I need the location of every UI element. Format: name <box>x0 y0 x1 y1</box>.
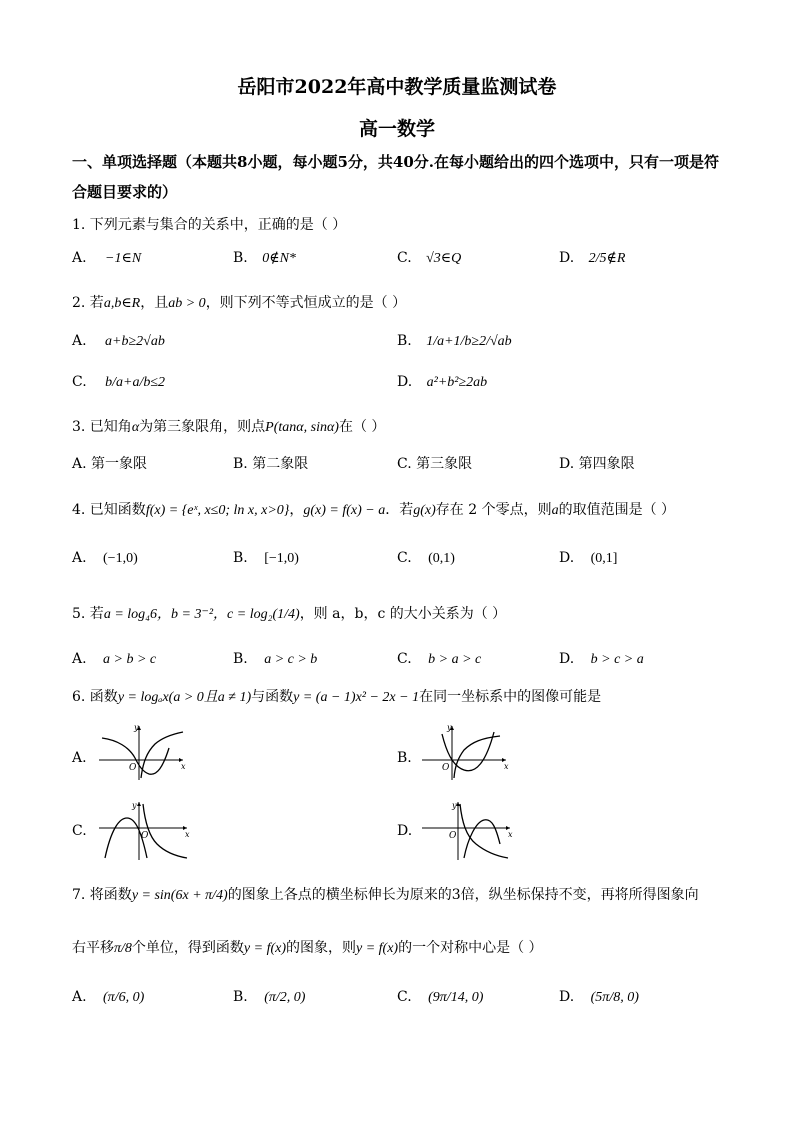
y-axis-label: y <box>134 723 139 732</box>
q4-option-a[interactable] <box>72 550 138 567</box>
option-label: A. <box>72 456 87 472</box>
stem-math: f(x) = {eˣ, x≤0; ln x, x>0} <box>145 503 290 518</box>
q1-option-c[interactable] <box>397 250 461 267</box>
q6-option-d[interactable]: D. <box>397 823 413 839</box>
q7-option-d-math: (5π/8, 0) <box>590 990 639 1005</box>
x-axis-label: x <box>508 830 513 839</box>
option-label: C. <box>397 456 412 472</box>
question-7-stem-line-2 <box>72 937 543 957</box>
stem-text: ，且 <box>140 295 169 311</box>
stem-text: 个单位，得到函数 <box>131 940 244 956</box>
q2-option-c-math: b/a+a/b≤2 <box>105 375 166 390</box>
q5-option-a[interactable] <box>72 651 156 668</box>
stem-text: 的图象，则 <box>286 940 356 956</box>
stem-text: 3. 已知角 <box>72 419 132 435</box>
q7-option-a[interactable] <box>72 989 144 1006</box>
stem-math: y = sin(6x + π/4) <box>131 888 228 903</box>
option-label: B. <box>233 250 248 266</box>
stem-text: 5. 若 <box>72 606 104 622</box>
stem-math: P(tanα, sinα) <box>265 420 339 435</box>
stem-text: 与函数 <box>251 689 294 705</box>
x-axis-label: x <box>185 830 190 839</box>
q4-option-b[interactable] <box>233 550 299 567</box>
stem-math: y = f(x) <box>356 941 399 956</box>
q4-option-b-math: [−1,0) <box>264 551 299 566</box>
graph-d <box>420 800 515 862</box>
x-axis-label: x <box>181 762 186 771</box>
q2-option-c[interactable] <box>72 374 165 391</box>
stem-math: α <box>131 420 140 435</box>
q5-option-a-math: a > b > c <box>103 652 157 667</box>
option-label: A. <box>72 989 87 1005</box>
option-label: A. <box>72 250 87 266</box>
x-axis-label: x <box>504 762 509 771</box>
question-6-stem <box>72 686 601 706</box>
question-2-stem <box>72 292 406 312</box>
stem-text: ．若 <box>385 502 414 518</box>
q2-option-d-math: a²+b²≥2ab <box>426 375 488 390</box>
stem-text: 4. 已知函数 <box>72 502 146 518</box>
q5-option-d-math: b > c > a <box>590 652 644 667</box>
option-label: C. <box>397 550 412 566</box>
q4-option-d[interactable] <box>559 550 617 567</box>
option-label: B. <box>233 989 248 1005</box>
q7-option-c-math: (9π/14, 0) <box>428 990 484 1005</box>
stem-math: y = (a − 1)x² − 2x − 1 <box>293 690 420 705</box>
q5-option-d[interactable] <box>559 651 644 668</box>
stem-text: 在同一坐标系中的图像可能是 <box>419 689 602 705</box>
q1-option-b[interactable] <box>233 250 296 267</box>
option-label: B. <box>397 333 412 349</box>
q2-option-a[interactable] <box>72 333 165 350</box>
stem-text: 存在 2 个零点，则 <box>435 502 552 518</box>
origin-label: O <box>129 763 137 773</box>
stem-text: 在（ ） <box>338 419 386 435</box>
stem-math: π/8 <box>114 941 132 956</box>
q2-option-d[interactable] <box>397 374 487 391</box>
y-axis-label: y <box>452 801 457 810</box>
question-7-stem-line-1 <box>72 884 699 904</box>
q6-option-b[interactable]: B. <box>397 750 412 766</box>
q5-option-c[interactable] <box>397 651 481 668</box>
option-label: B. <box>233 550 248 566</box>
option-label: A. <box>72 651 87 667</box>
option-label: B. <box>233 456 248 472</box>
stem-math: a <box>551 503 559 518</box>
q2-option-a-math: a+b≥2√ab <box>105 334 165 349</box>
stem-math: y = f(x) <box>243 941 286 956</box>
stem-text: 2. 若 <box>72 295 104 311</box>
stem-text: ，则 a，b，c 的大小关系为（ ） <box>299 606 507 622</box>
exam-subtitle: 高一数学 <box>358 118 435 140</box>
stem-text: 的取值范围是（ ） <box>558 502 676 518</box>
q7-option-a-math: (π/6, 0) <box>103 990 145 1005</box>
q2-option-b-math: 1/a+1/b≥2/√ab <box>426 334 512 349</box>
option-label: C. <box>397 651 412 667</box>
q3-option-c[interactable] <box>397 453 472 473</box>
stem-math: g(x) <box>413 503 436 518</box>
q5-option-b-math: a > c > b <box>264 652 318 667</box>
q2-option-b[interactable] <box>397 333 512 350</box>
stem-text: 7. 将函数 <box>72 887 132 903</box>
stem-text: 6. 函数 <box>72 689 118 705</box>
q4-option-c-math: (0,1) <box>428 551 455 566</box>
stem-text: ，则下列不等式恒成立的是（ ） <box>205 295 407 311</box>
q1-option-b-math: 0∉N* <box>262 251 296 266</box>
graph-c <box>97 800 192 862</box>
y-axis-label: y <box>132 801 137 810</box>
exam-title: 岳阳市2022年高中教学质量监测试卷 <box>237 76 557 98</box>
option-label: D. <box>559 989 575 1005</box>
stem-math: ab > 0 <box>168 296 206 311</box>
option-label: D. <box>559 550 575 566</box>
origin-label: O <box>449 831 457 841</box>
q3-option-d-text: 第四象限 <box>578 456 635 472</box>
q3-option-b-text: 第二象限 <box>252 456 309 472</box>
stem-math: a,b∈R <box>103 296 141 311</box>
stem-text: ， <box>289 502 304 518</box>
q7-option-d[interactable] <box>559 989 639 1006</box>
q4-option-d-math: (0,1] <box>590 551 618 566</box>
option-label: D. <box>559 250 575 266</box>
graph-b <box>420 722 510 782</box>
stem-math: g(x) = f(x) − a <box>303 503 386 518</box>
question-5-stem <box>72 603 506 623</box>
q6-option-c[interactable]: C. <box>72 823 87 839</box>
question-1-stem: 1. 下列元素与集合的关系中，正确的是（ ） <box>72 217 347 233</box>
q7-option-b-math: (π/2, 0) <box>264 990 306 1005</box>
q1-option-c-math: √3∈Q <box>426 251 462 266</box>
q1-option-a[interactable] <box>72 250 141 267</box>
option-label: D. <box>397 374 413 390</box>
stem-text: 为第三象限角，则点 <box>139 419 266 435</box>
q4-option-a-math: (−1,0) <box>103 551 138 566</box>
q1-option-d-math: 2/5∉R <box>588 251 626 266</box>
q5-option-b[interactable] <box>233 651 317 668</box>
stem-math: y = logₐx(a > 0且a ≠ 1) <box>117 690 252 705</box>
option-label: B. <box>233 651 248 667</box>
stem-math: a = log₄6，b = 3⁻²，c = log₂(1/4) <box>103 607 300 622</box>
y-axis-label: y <box>447 723 452 732</box>
q3-option-c-text: 第三象限 <box>416 456 473 472</box>
q1-option-a-math: −1∈N <box>105 251 142 266</box>
graph-a <box>97 722 187 782</box>
q3-option-a[interactable] <box>72 453 147 473</box>
option-label: A. <box>72 333 87 349</box>
q1-option-d[interactable] <box>559 250 625 267</box>
section-heading: 一、单项选择题（本题共8小题，每小题5分，共40分.在每小题给出的四个选项中，只有一项是符合题目要求的） <box>72 153 719 201</box>
origin-label: O <box>141 831 149 841</box>
q5-option-c-math: b > a > c <box>428 652 482 667</box>
stem-text: 的一个对称中心是（ ） <box>398 940 543 956</box>
q7-option-b[interactable] <box>233 989 305 1006</box>
stem-text: 的图象上各点的横坐标伸长为原来的3倍，纵坐标保持不变，再将所得图象向 <box>227 887 699 903</box>
option-label: A. <box>72 550 87 566</box>
question-3-stem <box>72 416 385 436</box>
q3-option-d[interactable] <box>559 453 635 473</box>
q6-option-a[interactable]: A. <box>72 750 87 766</box>
option-label: C. <box>397 989 412 1005</box>
question-4-stem <box>72 499 675 519</box>
option-label: C. <box>397 250 412 266</box>
stem-text: 右平移 <box>72 940 114 956</box>
option-label: C. <box>72 374 87 390</box>
option-label: D. <box>559 651 575 667</box>
q3-option-a-text: 第一象限 <box>91 456 148 472</box>
q3-option-b[interactable] <box>233 453 308 473</box>
q7-option-c[interactable] <box>397 989 483 1006</box>
option-label: D. <box>559 456 575 472</box>
origin-label: O <box>442 763 450 773</box>
q4-option-c[interactable] <box>397 550 455 567</box>
